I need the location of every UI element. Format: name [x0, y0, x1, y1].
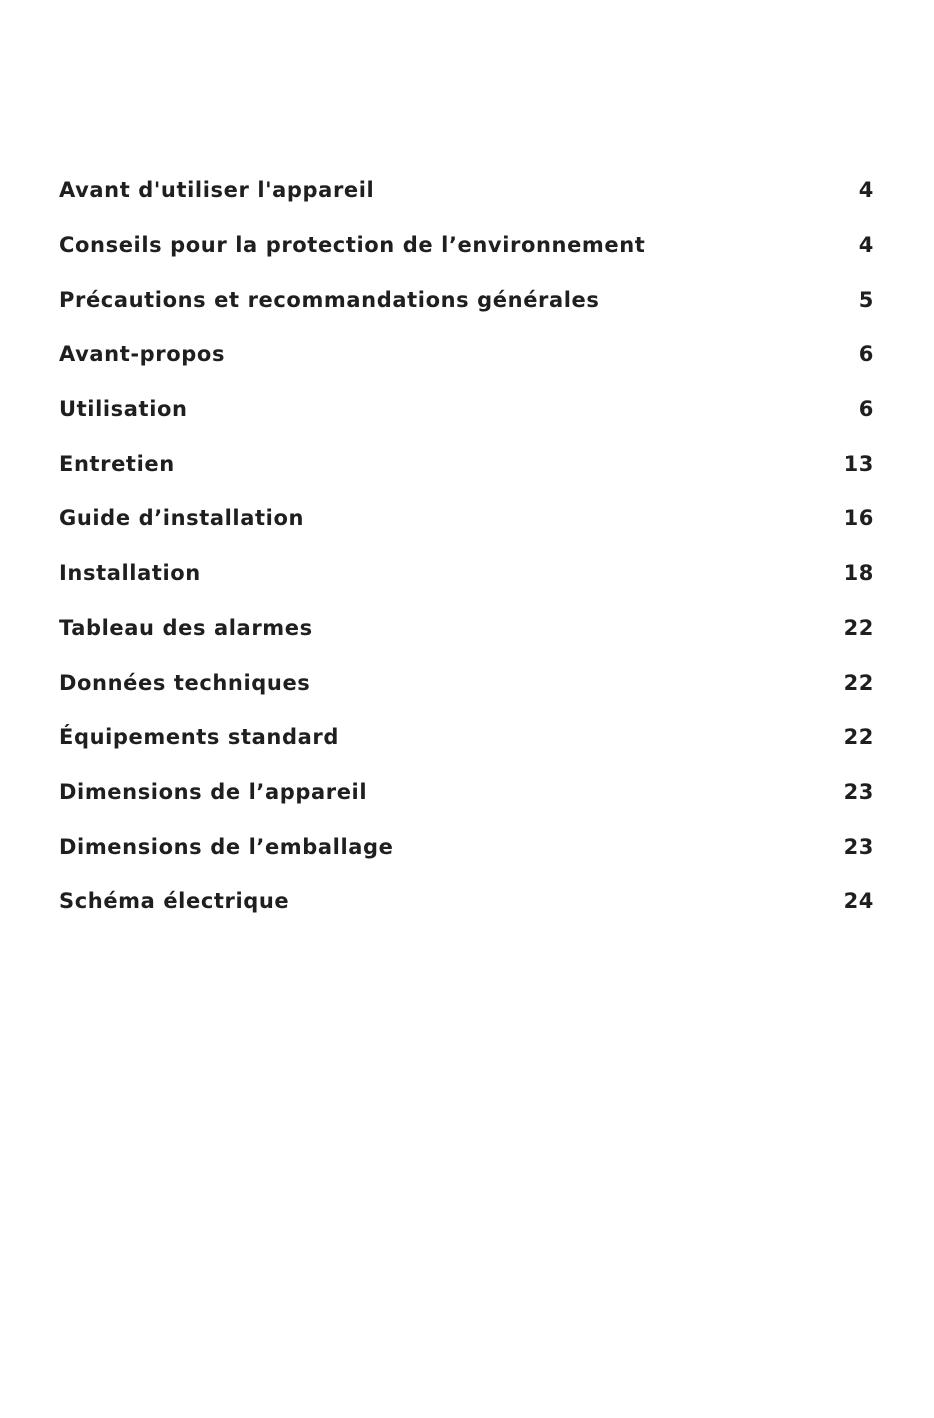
toc-entry[interactable]: [59, 163, 874, 218]
toc-entry-title: Tableau des alarmes: [59, 615, 313, 640]
toc-entry-title: Équipements standard: [59, 725, 339, 750]
toc-entry[interactable]: [59, 655, 874, 710]
toc-entry[interactable]: [59, 546, 874, 601]
toc-entry[interactable]: [59, 436, 874, 491]
toc-entry[interactable]: [59, 382, 874, 437]
toc-entry[interactable]: [59, 272, 874, 327]
toc-entry-page: 13: [843, 451, 874, 476]
toc-entry-title: Guide d’installation: [59, 506, 305, 531]
toc-entry-page: 4: [858, 233, 874, 258]
toc-entry-title: Avant-propos: [59, 342, 226, 367]
toc-entry-page: 22: [843, 615, 874, 640]
toc-entry[interactable]: [59, 710, 874, 765]
toc-entry-page: 6: [858, 397, 874, 422]
toc-entry[interactable]: [59, 874, 874, 929]
table-of-contents: [59, 163, 874, 929]
toc-entry-page: 16: [843, 506, 874, 531]
toc-entry[interactable]: [59, 765, 874, 820]
toc-entry[interactable]: [59, 491, 874, 546]
toc-entry-page: 22: [843, 670, 874, 695]
toc-entry-title: Précautions et recommandations générales: [59, 287, 600, 312]
toc-entry-title: Entretien: [59, 451, 175, 476]
toc-entry-page: 4: [858, 178, 874, 203]
toc-entry-page: 24: [843, 889, 874, 914]
toc-entry-page: 23: [843, 779, 874, 804]
toc-entry[interactable]: [59, 327, 874, 382]
toc-entry-page: 6: [858, 342, 874, 367]
toc-entry-title: Données techniques: [59, 670, 311, 695]
toc-entry-title: Schéma électrique: [59, 889, 290, 914]
toc-entry-page: 18: [843, 561, 874, 586]
toc-entry-page: 5: [858, 287, 874, 312]
toc-entry-title: Conseils pour la protection de l’environnement: [59, 233, 646, 258]
toc-entry-title: Utilisation: [59, 397, 188, 422]
toc-entry-page: 23: [843, 834, 874, 859]
toc-entry-page: 22: [843, 725, 874, 750]
toc-entry[interactable]: [59, 819, 874, 874]
toc-entry[interactable]: [59, 218, 874, 273]
toc-entry-title: Avant d'utiliser l'appareil: [59, 178, 375, 203]
toc-entry-title: Dimensions de l’emballage: [59, 834, 394, 859]
toc-entry[interactable]: [59, 601, 874, 656]
toc-entry-title: Dimensions de l’appareil: [59, 779, 368, 804]
toc-entry-title: Installation: [59, 561, 201, 586]
